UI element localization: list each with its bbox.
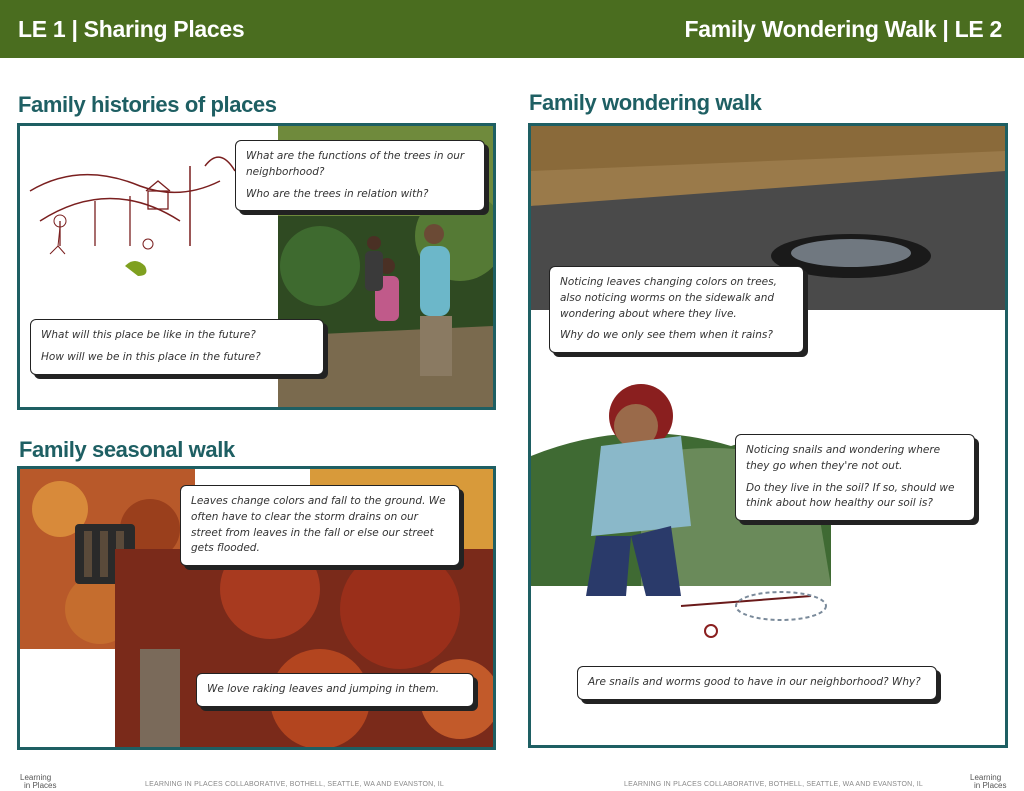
wondering-panel: [528, 123, 1008, 748]
wondering-b2-p2: Do they live in the soil? If so, should we think about how healthy our soil is?: [746, 481, 955, 510]
footer-text-left: LEARNING IN PLACES COLLABORATIVE, BOTHELL, SEATTLE, WA AND EVANSTON, IL: [145, 781, 444, 788]
seasonal-bubble-top: Leaves change colors and fall to the ground. We often have to clear the storm drains on our street from leaves in the fall or else our street gets flooded.: [180, 485, 460, 566]
histories-bottom-q1: What will this place be like in the future?: [41, 329, 256, 341]
histories-question-bubble-top: [235, 140, 485, 211]
footer-logo-right-line2: in Places: [974, 781, 1007, 790]
wondering-bubble-1: [549, 266, 804, 353]
histories-top-q2: Who are the trees in relation with?: [246, 187, 429, 200]
header-left-title: LE 1 | Sharing Places: [18, 16, 245, 42]
footer-text-right: LEARNING IN PLACES COLLABORATIVE, BOTHELL, SEATTLE, WA AND EVANSTON, IL: [624, 781, 923, 788]
histories-bottom-q2: How will we be in this place in the future?: [41, 350, 261, 363]
footer-logo-left-line2: in Places: [24, 781, 57, 790]
seasonal-panel: [17, 466, 496, 750]
seasonal-title: Family seasonal walk: [19, 437, 235, 462]
wondering-bubble-2: [735, 434, 975, 521]
histories-panel: [17, 123, 496, 410]
histories-question-bubble-bottom: [30, 319, 324, 375]
footer-logo-right: [970, 774, 1006, 790]
footer-logo-right-line1: Learning: [970, 773, 1002, 782]
page-header: [0, 0, 1024, 58]
seasonal-bubble-bottom: We love raking leaves and jumping in them.: [196, 673, 474, 707]
wondering-b2-p1: Noticing snails and wondering where they go when they're not out.: [746, 444, 941, 472]
histories-top-q1: What are the functions of the trees in our neighborhood?: [246, 150, 465, 178]
wondering-b1-p2: Why do we only see them when it rains?: [560, 329, 773, 342]
histories-title: Family histories of places: [18, 92, 277, 117]
wondering-bubble-3: Are snails and worms good to have in our neighborhood? Why?: [577, 666, 937, 700]
footer-logo-left-line1: Learning: [20, 773, 52, 782]
header-right-title: Family Wondering Walk | LE 2: [684, 16, 1002, 42]
wondering-title: Family wondering walk: [529, 90, 762, 115]
footer-logo-left: [20, 774, 56, 790]
wondering-b1-p1: Noticing leaves changing colors on trees, also noticing worms on the sidewalk and wondering about where they live.: [560, 276, 777, 320]
